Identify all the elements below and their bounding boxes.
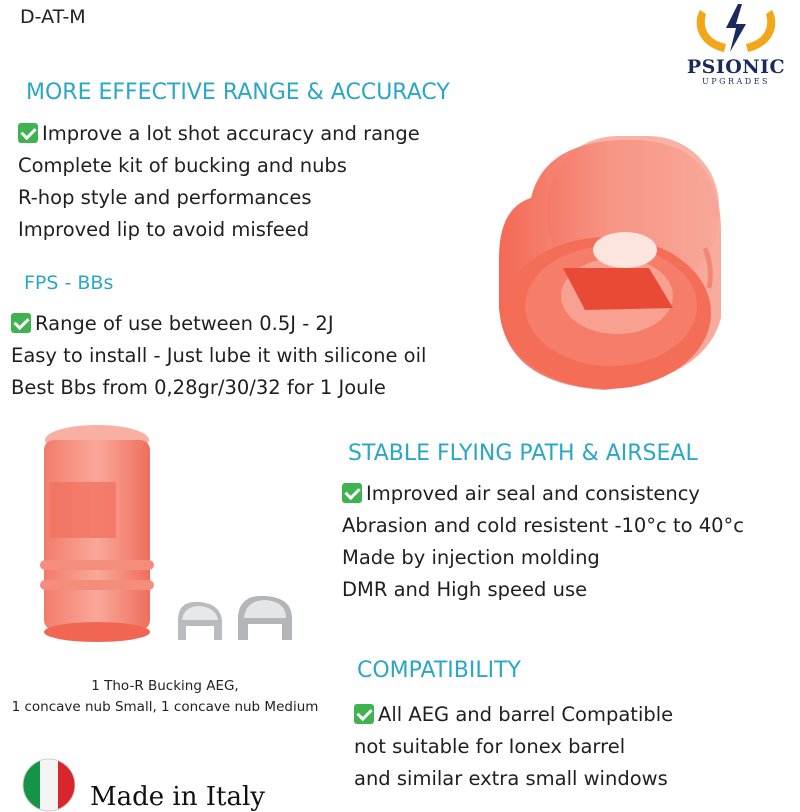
- made-in-label: Made in Italy: [90, 782, 265, 812]
- list-item: Complete kit of bucking and nubs: [18, 154, 347, 177]
- list-item: All AEG and barrel Compatible: [354, 699, 673, 731]
- list-item: Abrasion and cold resistent -10°c to 40°c: [342, 514, 745, 537]
- kit-caption: [0, 676, 330, 718]
- logo-tagline: UPGRADES: [701, 77, 771, 86]
- section-title-stable: STABLE FLYING PATH & AIRSEAL: [348, 441, 698, 466]
- check-mark-icon: [354, 704, 374, 724]
- check-mark-icon: [11, 313, 31, 333]
- range-feature-list: [18, 118, 420, 246]
- bucking-large-image: [495, 128, 725, 398]
- check-mark-icon: [18, 123, 38, 143]
- list-item: Improved air seal and consistency: [342, 478, 744, 510]
- fps-feature-list: [11, 308, 426, 404]
- section-title-range: MORE EFFECTIVE RANGE & ACCURACY: [26, 80, 450, 105]
- list-item: Easy to install - Just lube it with silicone oil: [11, 344, 427, 367]
- list-item: Made by injection molding: [342, 546, 600, 569]
- bucking-small-image: [38, 420, 158, 645]
- psionic-logo: [686, 2, 786, 94]
- list-item: Improve a lot shot accuracy and range: [18, 118, 420, 150]
- check-mark-icon: [342, 483, 362, 503]
- list-item: Improved lip to avoid misfeed: [18, 218, 310, 241]
- list-item: and similar extra small windows: [354, 767, 668, 790]
- section-title-fps: FPS - BBs: [24, 272, 114, 294]
- list-item: Best Bbs from 0,28gr/30/32 for 1 Joule: [11, 376, 386, 399]
- italy-flag-icon: [22, 758, 76, 812]
- list-item: not suitable for Ionex barrel: [354, 735, 626, 758]
- list-item: R-hop style and performances: [18, 186, 312, 209]
- logo-brand: PSIONIC: [686, 56, 786, 78]
- caption-line-1: 1 Tho-R Bucking AEG,: [91, 678, 239, 694]
- product-code: D-AT-M: [20, 6, 86, 28]
- section-title-compatibility: COMPATIBILITY: [357, 658, 521, 683]
- list-item: DMR and High speed use: [342, 578, 588, 601]
- caption-line-2: 1 concave nub Small, 1 concave nub Medium: [11, 699, 319, 715]
- concave-nubs-image: [172, 590, 298, 648]
- list-item: Range of use between 0.5J - 2J: [11, 308, 426, 340]
- stable-feature-list: [342, 478, 744, 606]
- compatibility-list: [354, 699, 673, 795]
- logo-emblem-icon: [686, 2, 786, 58]
